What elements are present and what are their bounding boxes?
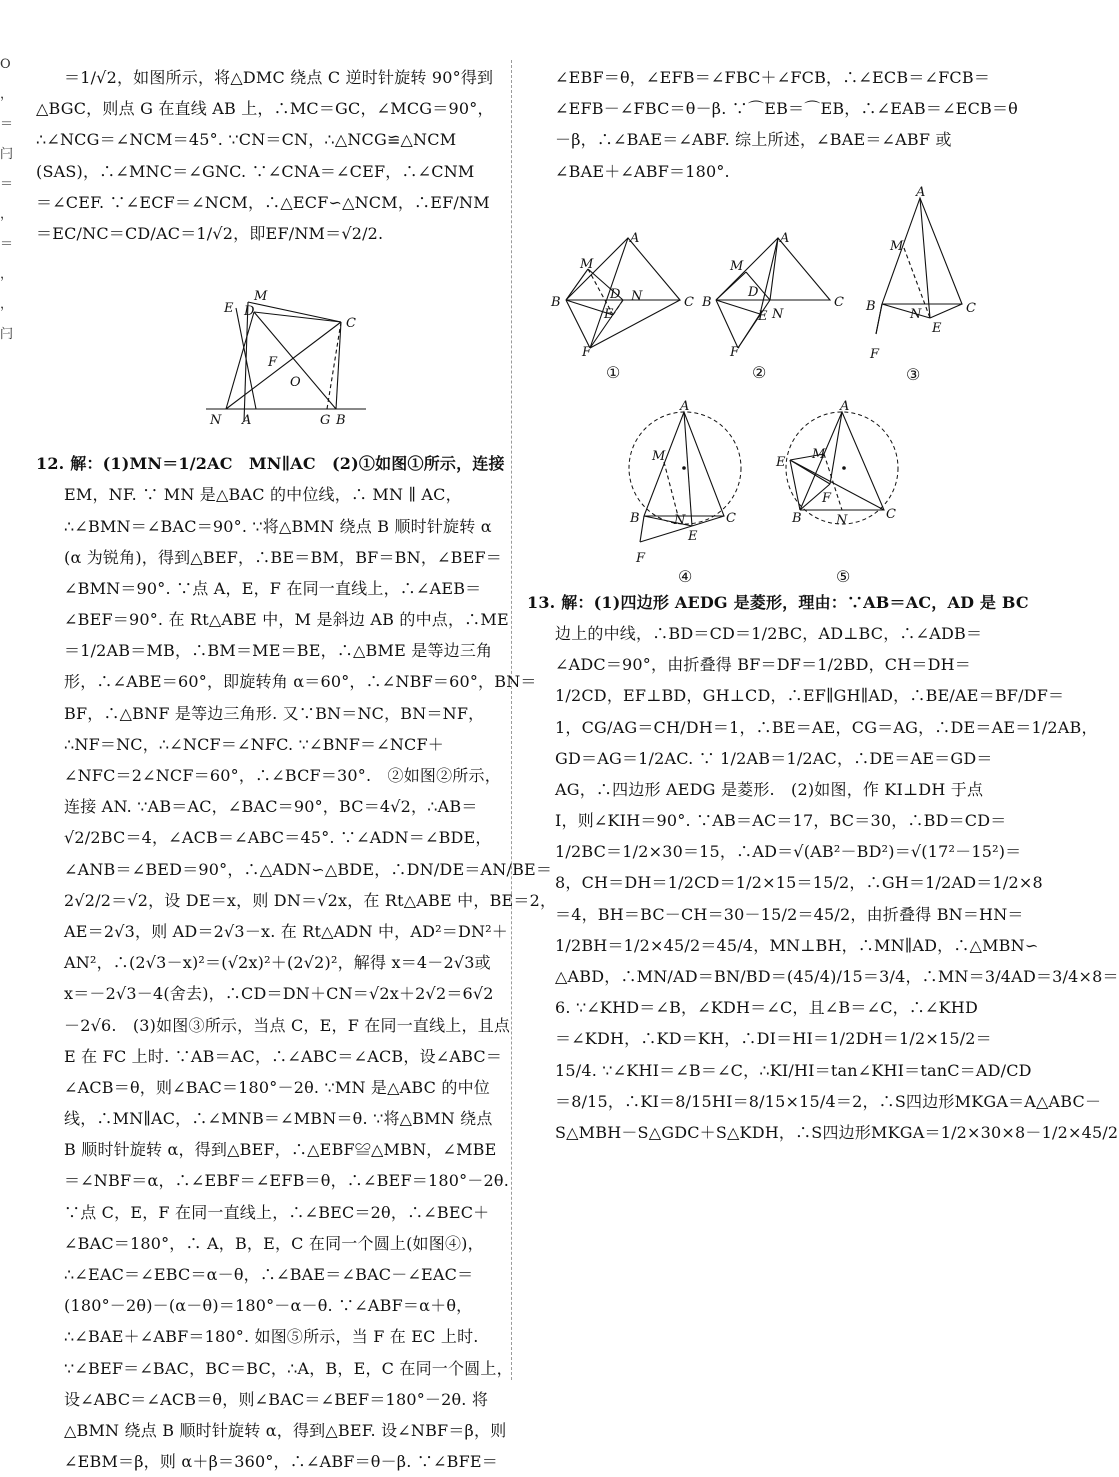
fig-label: E (604, 307, 614, 322)
fig-label: A (630, 231, 640, 246)
text-line: ∴∠EAC＝∠EBC＝α－θ，∴∠BAE＝∠BAC－∠EAC＝ (64, 1265, 474, 1284)
fig-label: A (680, 399, 690, 414)
fig-label: F (268, 355, 278, 370)
text-line: ∠EBF＝θ，∠EFB＝∠FBC＋∠FCB，∴∠ECB＝∠FCB＝ (555, 68, 991, 87)
fig-label: E (932, 321, 942, 336)
question-13-heading: 13. 解：(1)四边形 AEDG 是菱形，理由：∵AB＝AC，AD 是 BC (527, 592, 1029, 612)
text-line: AE＝2√3，则 AD＝2√3－x. 在 Rt△ADN 中，AD²＝DN²＋ (64, 921, 508, 941)
text-line: x＝－2√3－4(舍去)，∴CD＝DN＋CN＝√2x＋2√2＝6√2 (64, 984, 494, 1004)
fig-label: N (674, 513, 686, 528)
text-line: 8，CH＝DH＝1/2CD＝1/2×15＝15/2，∴GH＝1/2AD＝1/2×8 (555, 873, 1043, 893)
text-line: AN²，∴(2√3－x)²＝(√2x)²＋(2√2)²，解得 x＝4－2√3或 (64, 953, 491, 973)
figure-square-rotation-svg (196, 282, 376, 432)
fig-label: N (836, 513, 848, 528)
text-line: (SAS)，∴∠MNC＝∠GNC. ∵∠CNA＝∠CEF，∴∠CNM (36, 161, 475, 181)
fig-caption: ③ (906, 365, 921, 384)
column-divider (511, 60, 512, 1380)
fig-label: E (758, 309, 768, 324)
fig-label: A (840, 399, 850, 414)
fig-label: M (652, 449, 666, 464)
text-line: 1/2BH＝1/2×45/2＝45/4，MN⊥BH，∴MN∥AD，∴△MBN∽ (555, 935, 1039, 955)
text-line: ∠EBM＝β，则 α＋β＝360°，∴∠ABF＝θ－β. ∵∠BFE＝ (64, 1452, 498, 1472)
fig-label: G (320, 413, 331, 428)
text-line: ∴∠BAE＋∠ABF＝180°. 如图⑤所示，当 F 在 EC 上时. (64, 1327, 479, 1347)
text-line: ∵∠BEF＝∠BAC，BC＝BC，∴A，B，E，C 在同一个圆上， (64, 1358, 513, 1378)
fig-label: E (224, 301, 234, 316)
fig-label: C (886, 507, 896, 522)
fig-label: C (684, 295, 694, 310)
text-line: ∠BEF＝90°. 在 Rt△ABE 中，M 是斜边 AB 的中点，∴ME (64, 610, 509, 630)
figure-4 (620, 398, 750, 588)
text-line: I，则∠KIH＝90°. ∵AB＝AC＝17，BC＝30，∴BD＝CD＝ (555, 811, 1007, 831)
figure-3-svg (860, 184, 990, 384)
fig-label: F (730, 345, 740, 360)
text-line: △ABD，∴MN/AD＝BN/BD＝(45/4)/15＝3/4，∴MN＝3/4AD＝3/4×8＝ (555, 967, 1119, 986)
text-line: (180°－2θ)－(α－θ)＝180°－α－θ. ∵∠ABF＝α＋θ， (64, 1296, 473, 1316)
text-line: ＝EC/NC＝CD/AC＝1/√2，即EF/NM＝√2/2. (36, 223, 384, 243)
fig-label: M (812, 447, 826, 462)
text-line: 边上的中线，∴BD＝CD＝1/2BC，AD⊥BC，∴∠ADB＝ (555, 623, 983, 643)
fig-label: N (631, 289, 643, 304)
fig-label: C (346, 316, 356, 331)
fig-label: A (916, 185, 926, 200)
text-line: ∴NF＝NC，∴∠NCF＝∠NFC. ∵∠BNF＝∠NCF＋ (64, 734, 445, 754)
text-line: ＝4，BH＝BC－CH＝30－15/2＝45/2，由折叠得 BN＝HN＝ (555, 904, 1024, 924)
question-12-heading: 12. 解：(1)MN＝1/2AC MN∥AC (2)①如图①所示，连接 (36, 454, 505, 474)
figure-4-svg (620, 398, 750, 588)
text-line: －2√6. (3)如图③所示，当点 C，E，F 在同一直线上，且点 (64, 1015, 511, 1035)
fig-label: N (910, 307, 922, 322)
fig-label: E (688, 529, 698, 544)
text-line: 15/4. ∵∠KHI＝∠B＝∠C，∴KI/HI＝tan∠KHI＝tanC＝AD/CD (555, 1060, 1032, 1080)
text-line: ∠ADC＝90°，由折叠得 BF＝DF＝1/2BD，CH＝DH＝ (555, 655, 971, 675)
text-line: 线，∴MN∥AC，∴∠MNB＝∠MBN＝θ. ∵将△BMN 绕点 (64, 1109, 493, 1129)
text-line: √2/2BC＝4，∠ACB＝∠ABC＝45°. ∵∠ADN＝∠BDE， (64, 828, 492, 848)
text-line: ∠BMN＝90°. ∵点 A，E，F 在同一直线上，∴∠AEB＝ (64, 578, 482, 598)
text-line: △BMN 绕点 B 顺时针旋转 α，得到△BEF. 设∠NBF＝β，则 (64, 1420, 507, 1440)
text-line: BF，∴△BNF 是等边三角形. 又∵BN＝NC，BN＝NF， (64, 703, 485, 723)
text-line: EM，NF. ∵ MN 是△BAC 的中位线，∴ MN ∥ AC， (64, 485, 462, 505)
fig-label: M (890, 239, 904, 254)
figure-1 (548, 232, 698, 382)
text-line: ＝8/15，∴KI＝8/15HI＝8/15×15/4＝2，∴S四边形MKGA＝A△ABC－ (555, 1091, 1102, 1111)
text-line: ∠BAC＝180°，∴ A，B，E，C 在同一个圆上(如图④)， (64, 1233, 484, 1253)
text-line: 连接 AN. ∵AB＝AC，∠BAC＝90°，BC＝4√2，∴AB＝ (64, 797, 478, 817)
fig-label: C (834, 295, 844, 310)
text-line: △BGC，则点 G 在直线 AB 上，∴MC＝GC，∠MCG＝90°， (36, 99, 494, 119)
fig-label: M (580, 257, 594, 272)
text-line: ＝∠NBF＝α，∴∠EBF＝∠EFB＝θ，∴∠BEF＝180°－2θ. (64, 1171, 509, 1191)
fig-label: F (822, 491, 832, 506)
fig-label: D (244, 304, 255, 319)
figure-3 (860, 184, 990, 384)
fig-label: N (772, 307, 784, 322)
text-line: ＝∠KDH，∴KD＝KH，∴DI＝HI＝1/2DH＝1/2×15/2＝ (555, 1029, 992, 1049)
figure-5-svg (776, 398, 906, 588)
figure-2 (700, 232, 850, 382)
text-line: ＝∠CEF. ∵∠ECF＝∠NCM，∴△ECF∽△NCM，∴EF/NM (36, 192, 490, 212)
fig-caption: ② (752, 363, 767, 382)
text-line: ∠BAE＋∠ABF＝180°. (555, 161, 730, 181)
text-line: 形，∴∠ABE＝60°，即旋转角 α＝60°，∴∠NBF＝60°，BN＝ (64, 672, 537, 692)
text-line: 1，CG/AG＝CH/DH＝1，∴BE＝AE，CG＝AG，∴DE＝AE＝1/2AB， (555, 717, 1098, 737)
text-line: 1/2BC＝1/2×30＝15，∴AD＝√(AB²－BD²)＝√(17²－15²)＝ (555, 842, 1022, 862)
text-line: ∴∠NCG＝∠NCM＝45°. ∵CN＝CN，∴△NCG≌△NCM (36, 130, 457, 150)
fig-label: A (780, 231, 790, 246)
fig-label: D (610, 287, 621, 302)
figure-2-svg (700, 232, 850, 382)
text-line: －β，∴∠BAE＝∠ABF. 综上所述，∠BAE＝∠ABF 或 (555, 130, 952, 150)
text-line: ∵点 C，E，F 在同一直线上，∴∠BEC＝2θ，∴∠BEC＋ (64, 1202, 490, 1222)
fig-label: E (776, 455, 786, 470)
fig-caption: ① (606, 363, 621, 382)
binding-margin-marks: O ， ＝ 闩 ＝ ， ＝ ， ， 闩 (0, 57, 14, 342)
text-line: ∠NFC＝2∠NCF＝60°，∴∠BCF＝30°. ②如图②所示， (64, 766, 501, 785)
text-line: ∠ANB＝∠BED＝90°，∴△ADN∽△BDE，∴DN/DE＝AN/BE＝ (64, 859, 553, 879)
left-column (36, 62, 557, 1477)
text-line: E 在 FC 上时. ∵AB＝AC，∴∠ABC＝∠ACB，设∠ABC＝ (64, 1046, 503, 1066)
text-line: 2√2/2＝√2，设 DE＝x，则 DN＝√2x，在 Rt△ABE 中，BE＝2， (64, 890, 557, 910)
fig-label: F (582, 345, 592, 360)
text-line: GD＝AG＝1/2AC. ∵ 1/2AB＝1/2AC，∴DE＝AE＝GD＝ (555, 748, 993, 768)
fig-label: B (702, 295, 712, 310)
figure-5 (776, 398, 906, 588)
fig-label: A (242, 413, 252, 428)
fig-caption: ④ (678, 567, 693, 586)
fig-label: B (551, 295, 561, 310)
text-line: ＝1/√2，如图所示，将△DMC 绕点 C 逆时针旋转 90°得到 (64, 68, 494, 87)
figure-1-svg (548, 232, 698, 382)
fig-label: B (792, 511, 802, 526)
fig-label: C (966, 301, 976, 316)
fig-label: B (866, 299, 876, 314)
fig-label: B (336, 413, 346, 428)
text-line: ∠ACB＝θ，则∠BAC＝180°－2θ. ∵MN 是△ABC 的中位 (64, 1077, 490, 1097)
text-line: 设∠ABC＝∠ACB＝θ，则∠BAC＝∠BEF＝180°－2θ. 将 (64, 1389, 489, 1409)
fig-label: O (290, 375, 301, 390)
text-line: S△MBH－S△GDC＋S△KDH，∴S四边形MKGA＝1/2×30×8－1/2×45/2 (555, 1122, 1119, 1142)
fig-label: F (870, 347, 880, 362)
fig-label: D (748, 285, 759, 300)
figure-square-rotation (196, 282, 376, 432)
text-line: ∠EFB－∠FBC＝θ－β. ∵⌒EB＝⌒EB，∴∠EAB＝∠ECB＝θ (555, 99, 1018, 119)
fig-label: F (636, 551, 646, 566)
fig-label: C (726, 511, 736, 526)
text-line: AG，∴四边形 AEDG 是菱形. (2)如图，作 KI⊥DH 于点 (555, 779, 984, 799)
text-line: ＝1/2AB＝MB，∴BM＝ME＝BE，∴△BME 是等边三角 (64, 641, 493, 661)
text-line: B 顺时针旋转 α，得到△BEF，∴△EBF≌△MBN，∠MBE (64, 1140, 497, 1160)
fig-label: M (254, 289, 268, 304)
text-line: 6. ∵∠KHD＝∠B，∠KDH＝∠C，且∠B＝∠C，∴∠KHD (555, 998, 978, 1018)
fig-label: M (730, 259, 744, 274)
text-line: 1/2CD，EF⊥BD，GH⊥CD，∴EF∥GH∥AD，∴BE/AE＝BF/DF＝ (555, 686, 1065, 706)
text-line: ∴∠BMN＝∠BAC＝90°. ∵将△BMN 绕点 B 顺时针旋转 α (64, 516, 492, 536)
text-line: (α 为锐角)，得到△BEF，∴BE＝BM，BF＝BN，∠BEF＝ (64, 547, 502, 567)
fig-label: B (630, 511, 640, 526)
fig-caption: ⑤ (836, 567, 851, 586)
fig-label: N (210, 413, 222, 428)
